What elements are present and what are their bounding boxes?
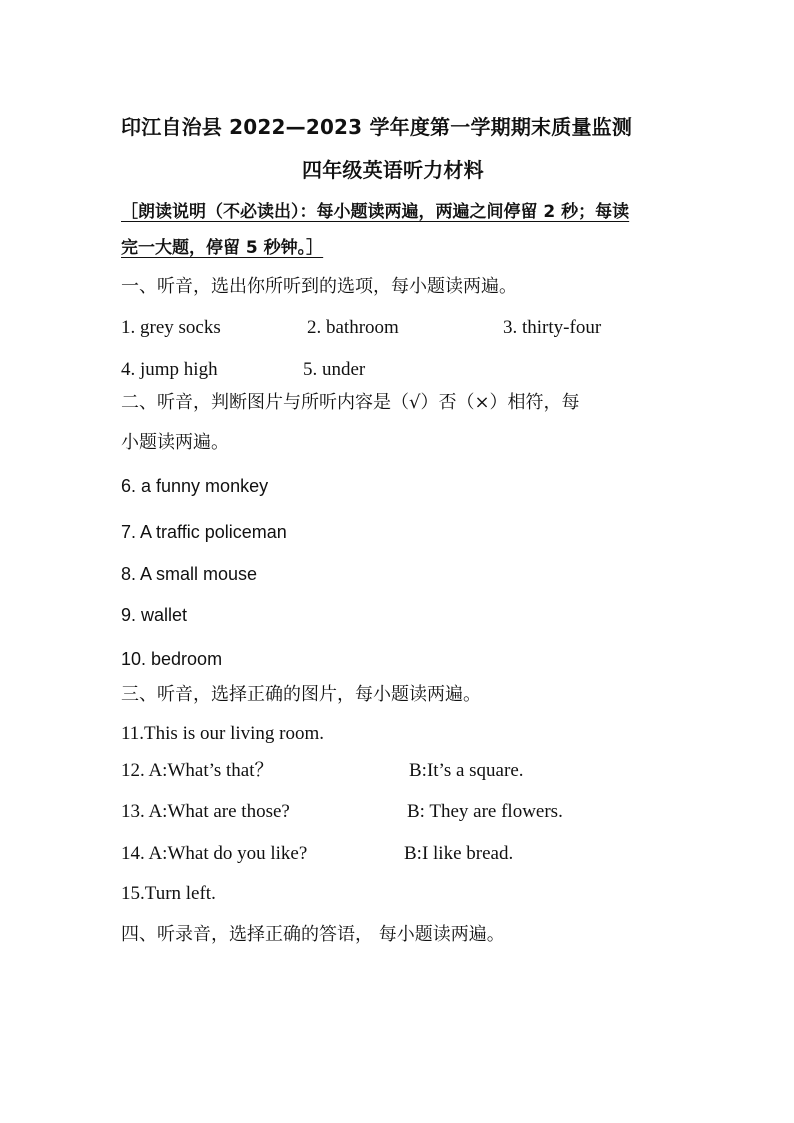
part2-item-6: 6. a funny monkey: [121, 476, 269, 496]
part2-heading-line-1: 二、听音，判断图片与所听内容是（√）否（×）相符，每: [121, 392, 580, 413]
reading-note-line-1: ［朗读说明（不必读出）：每小题读两遍，两遍之间停留 2 秒；每读: [121, 202, 630, 222]
part3-item-14-question: 14. A:What do you like?: [121, 843, 308, 864]
part1-row-2: [121, 360, 681, 382]
part1-item-3: 3. thirty-four: [503, 317, 602, 338]
part1-heading: 一、听音，选出你所听到的选项，每小题读两遍。: [121, 276, 517, 297]
part3-row-13: [121, 802, 681, 824]
part2-item-10: 10. bedroom: [121, 649, 223, 669]
part2-heading-line-2: 小题读两遍。: [121, 432, 229, 453]
part3-item-14-answer: B:I like bread.: [404, 843, 514, 864]
part3-item-11: 11.This is our living room.: [121, 723, 325, 744]
part1-item-1: 1. grey socks: [121, 317, 221, 338]
part4-heading: 四、听录音，选择正确的答语， 每小题读两遍。: [121, 924, 505, 945]
document-subtitle: 四年级英语听力材料: [302, 158, 484, 182]
part1-item-2: 2. bathroom: [307, 317, 399, 338]
part2-item-8: 8. A small mouse: [121, 564, 258, 584]
part3-item-12-question: 12. A:What’s that？: [121, 760, 274, 781]
part3-item-13-answer: B: They are flowers.: [407, 801, 563, 822]
part3-item-15: 15.Turn left.: [121, 883, 216, 904]
part3-item-12-answer: B:It’s a square.: [409, 760, 524, 781]
part1-row-1: [121, 318, 681, 340]
part1-item-5: 5. under: [303, 359, 366, 380]
part3-row-14: [121, 844, 681, 866]
part3-row-12: [121, 761, 681, 783]
reading-note-line-2: 完一大题，停留 5 秒钟。］: [121, 238, 324, 258]
part3-item-13-question: 13. A:What are those?: [121, 801, 290, 822]
part1-item-4: 4. jump high: [121, 359, 218, 380]
part3-heading: 三、听音，选择正确的图片，每小题读两遍。: [121, 684, 481, 705]
document-title: 印江自治县 2022—2023 学年度第一学期期末质量监测: [121, 115, 633, 139]
part2-item-9: 9. wallet: [121, 605, 188, 625]
part2-item-7: 7. A traffic policeman: [121, 522, 287, 542]
